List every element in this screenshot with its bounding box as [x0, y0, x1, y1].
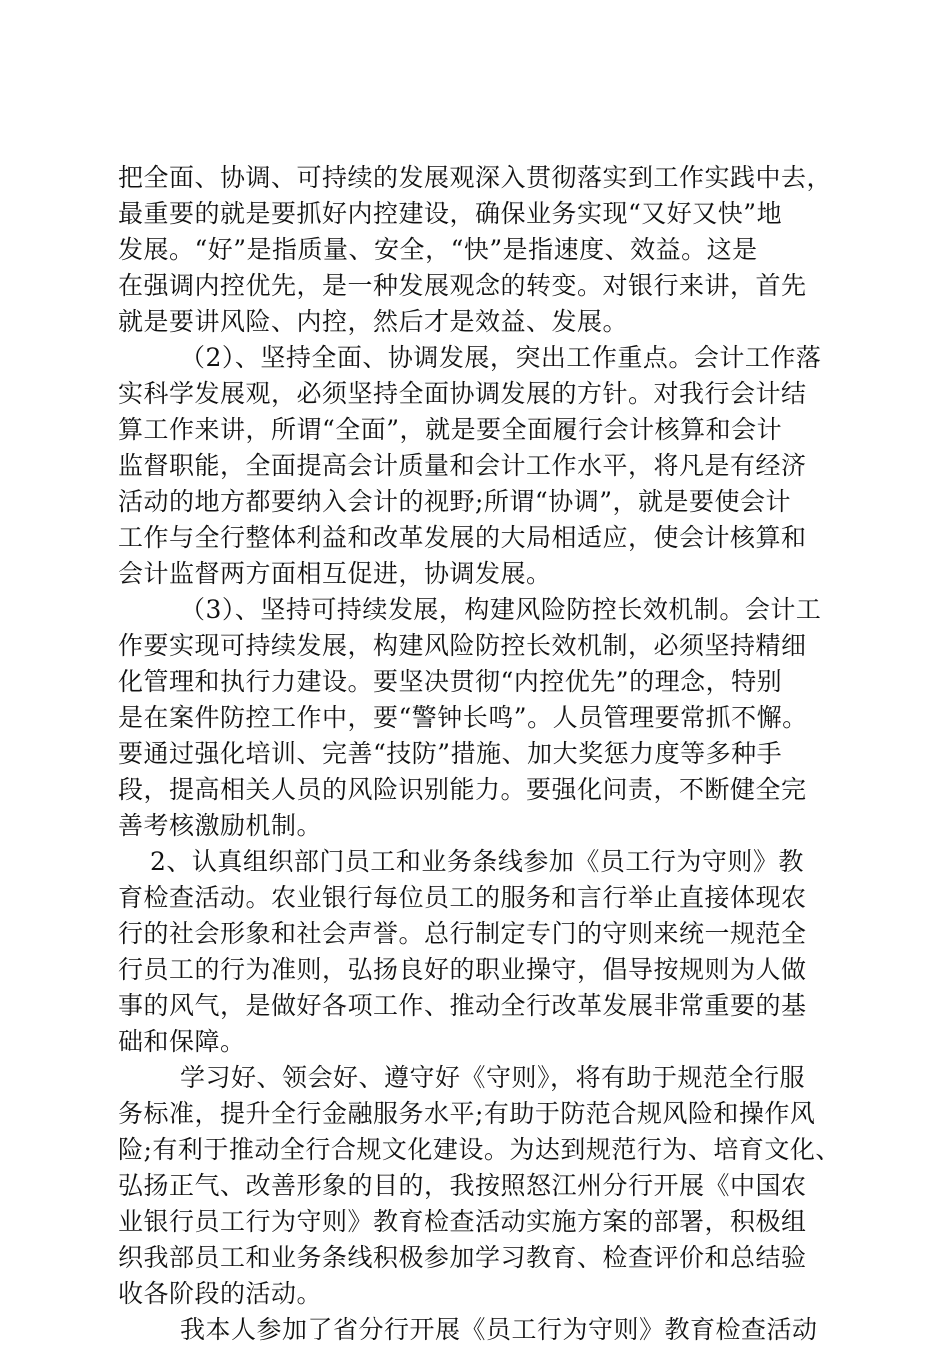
- text-line: 作要实现可持续发展，构建风险防控长效机制，必须坚持精细: [118, 631, 807, 660]
- text-line: 就是要讲风险、内控，然后才是效益、发展。: [118, 307, 629, 336]
- text-line: 行员工的行为准则，弘扬良好的职业操守，倡导按规则为人做: [118, 955, 807, 984]
- text-line: 工作与全行整体利益和改革发展的大局相适应，使会计核算和: [118, 523, 807, 552]
- text-line: 要通过强化培训、完善“技防”措施、加大奖惩力度等多种手: [118, 739, 783, 768]
- text-line: 础和保障。: [118, 1027, 246, 1056]
- text-line: 会计监督两方面相互促进，协调发展。: [118, 559, 552, 588]
- text-line: 业银行员工行为守则》教育检查活动实施方案的部署，积极组: [118, 1207, 807, 1236]
- text-line: 弘扬正气、改善形象的目的，我按照怒江州分行开展《中国农: [118, 1171, 807, 1200]
- text-line: 活动的地方都要纳入会计的视野;所谓“协调”，就是要使会计: [118, 487, 791, 516]
- text-line: 事的风气，是做好各项工作、推动全行改革发展非常重要的基: [118, 991, 807, 1020]
- paragraph-start-line: （3）、坚持可持续发展，构建风险防控长效机制。会计工: [180, 595, 822, 624]
- text-line: 发展。“好”是指质量、安全，“快”是指速度、效益。这是: [118, 235, 758, 264]
- text-line: 化管理和执行力建设。要坚决贯彻“内控优先”的理念，特别: [118, 667, 783, 696]
- paragraph-start-line: 2、认真组织部门员工和业务条线参加《员工行为守则》教: [150, 847, 804, 876]
- text-line: 育检查活动。农业银行每位员工的服务和言行举止直接体现农: [118, 883, 807, 912]
- paragraph-start-line: （2）、坚持全面、协调发展，突出工作重点。会计工作落: [180, 343, 822, 372]
- text-line: 算工作来讲，所谓“全面”，就是要全面履行会计核算和会计: [118, 415, 783, 444]
- text-line: 在强调内控优先，是一种发展观念的转变。对银行来讲，首先: [118, 271, 807, 300]
- text-line: 实科学发展观，必须坚持全面协调发展的方针。对我行会计结: [118, 379, 807, 408]
- text-line: 监督职能，全面提高会计质量和会计工作水平，将凡是有经济: [118, 451, 807, 480]
- text-line: 收各阶段的活动。: [118, 1279, 323, 1308]
- text-line: 险;有利于推动全行合规文化建设。为达到规范行为、培育文化、: [118, 1135, 841, 1164]
- paragraph-start-line: 学习好、领会好、遵守好《守则》，将有助于规范全行服: [180, 1063, 806, 1092]
- text-line: 把全面、协调、可持续的发展观深入贯彻落实到工作实践中去，: [118, 163, 833, 192]
- text-line: 行的社会形象和社会声誉。总行制定专门的守则来统一规范全: [118, 919, 807, 948]
- text-line: 段，提高相关人员的风险识别能力。要强化问责，不断健全完: [118, 775, 807, 804]
- text-line: 是在案件防控工作中，要“警钟长鸣”。人员管理要常抓不懈。: [118, 703, 808, 732]
- text-line: 织我部员工和业务条线积极参加学习教育、检查评价和总结验: [118, 1243, 807, 1272]
- text-line: 善考核激励机制。: [118, 811, 323, 840]
- text-line: 务标准，提升全行金融服务水平;有助于防范合规风险和操作风: [118, 1099, 816, 1128]
- paragraph-start-line: 我本人参加了省分行开展《员工行为守则》教育检查活动: [180, 1315, 818, 1344]
- text-line: 最重要的就是要抓好内控建设，确保业务实现“又好又快”地: [118, 199, 783, 228]
